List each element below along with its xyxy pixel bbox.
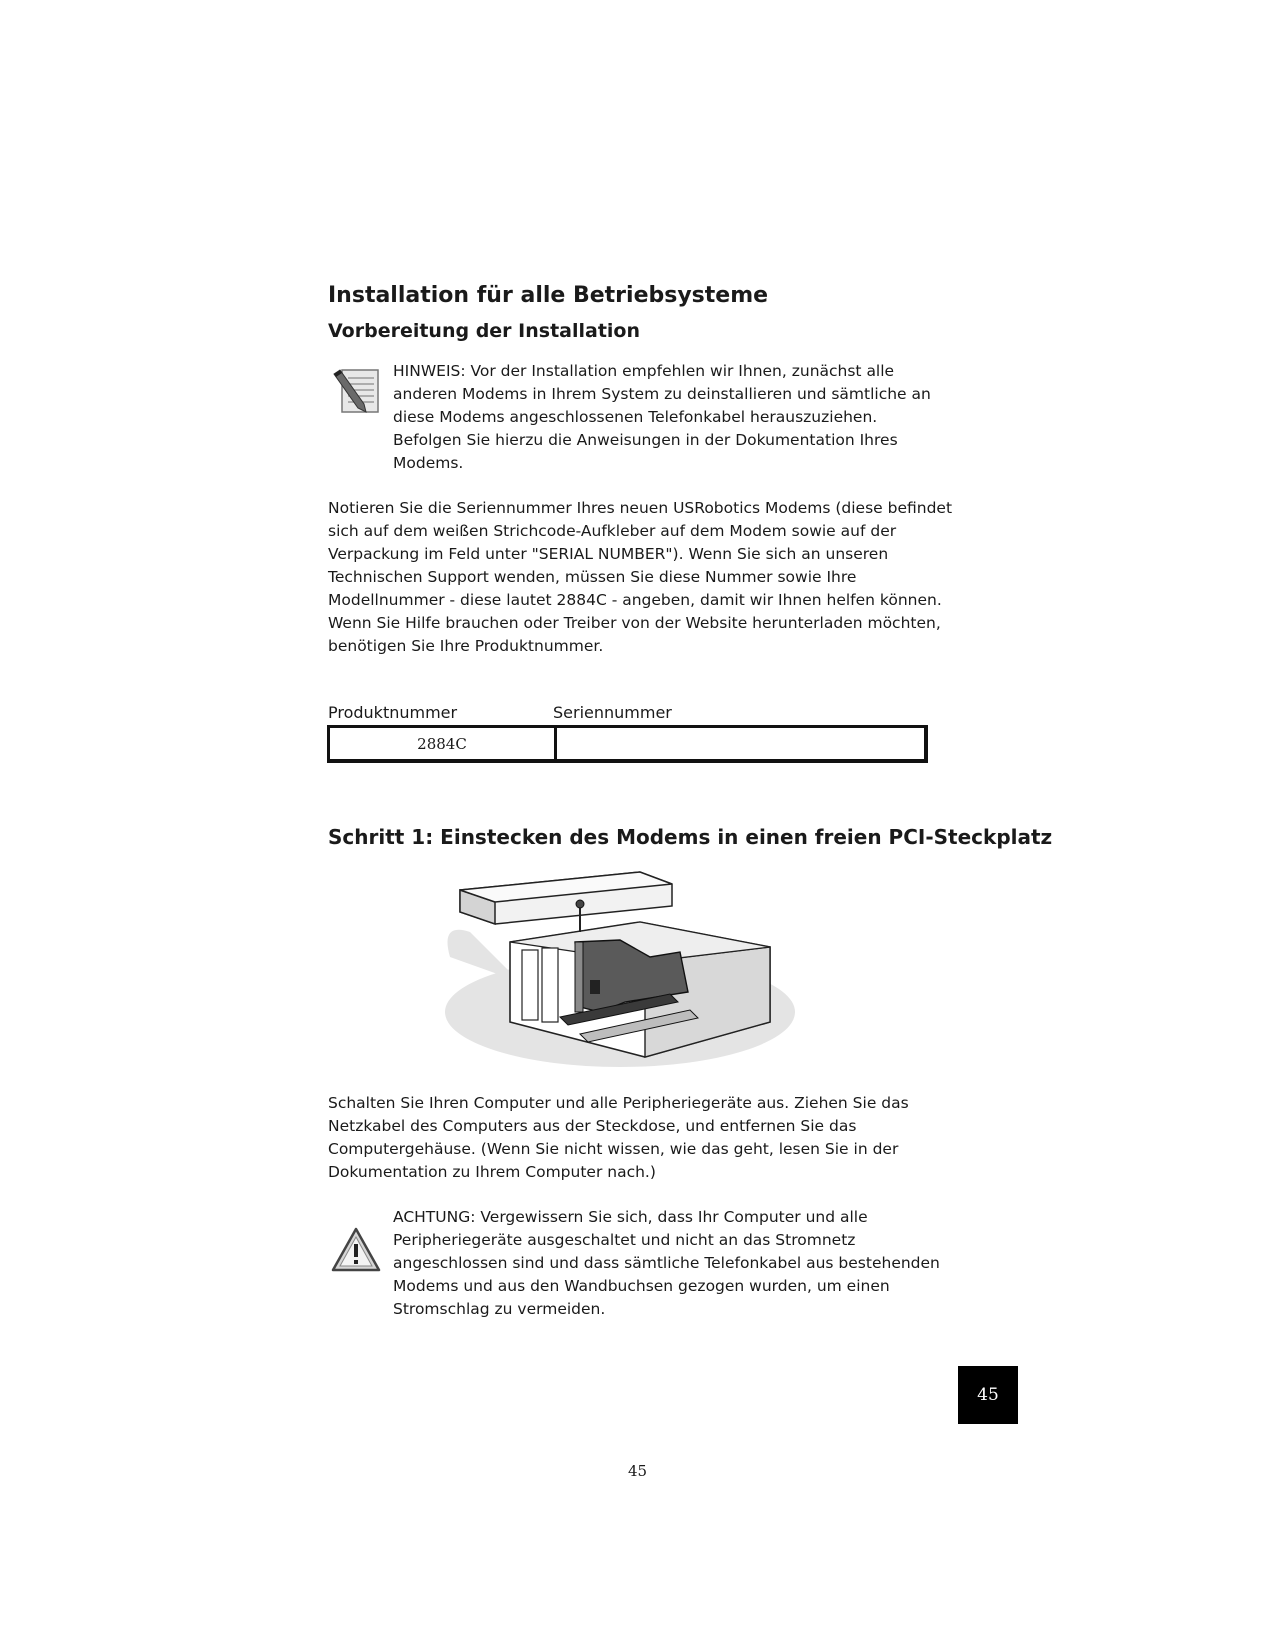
product-serial-table (327, 725, 928, 763)
serial-number-cell (557, 728, 924, 759)
intro-paragraph: Notieren Sie die Seriennummer Ihres neuen USRobotics Modems (diese befindet sich auf dem weißen Strichcode-Aufkleber auf dem Modem sowie auf der Verpackung im Feld unter "SERIAL NUMBER"). Wenn Sie sich an unseren Technischen Support wenden, müssen Sie diese Nummer sowie Ihre Modellnummer - diese lautet 2884C - angeben, damit wir Ihnen helfen können. Wenn Sie Hilfe brauchen oder Treiber von der Website herunterladen möchten, benötigen Sie Ihre Produktnummer. (328, 499, 953, 655)
warning-text: ACHTUNG: Vergewissern Sie sich, dass Ihr Computer und alle Peripheriegeräte ausgeschaltet und nicht an das Stromnetz angeschlossen sind und dass sämtliche Telefonkabel aus bestehenden Modems und aus den Wandbuchsen gezogen wurden, um einen Stromschlag zu vermeiden. (393, 1208, 940, 1318)
page-number: 45 (627, 1462, 648, 1480)
table-header-product-number: Produktnummer (328, 703, 458, 722)
page-title: Installation für alle Betriebsysteme (328, 283, 769, 308)
note-text: HINWEIS: Vor der Installation empfehlen wir Ihnen, zunächst alle anderen Modems in Ihrem System zu deinstallieren und sämtliche an diese Modems angeschlossenen Telefonkabel herauszuziehen. Befolgen Sie hierzu die Anweisungen in der Dokumentation Ihres Modems. (393, 362, 931, 472)
section-heading: Vorbereitung der Installation (328, 320, 640, 342)
step1-paragraph: Schalten Sie Ihren Computer und alle Peripheriegeräte aus. Ziehen Sie das Netzkabel des Computers aus der Steckdose, und entfernen Sie das Computergehäuse. (Wenn Sie nicht wissen, wie das geht, lesen Sie in der Dokumentation zu Ihrem Computer nach.) (328, 1094, 909, 1181)
warning-triangle-icon (330, 1226, 382, 1274)
product-number-cell: 2884C (330, 728, 557, 759)
pc-case-pci-card-illustration (440, 862, 800, 1077)
step1-heading: Schritt 1: Einstecken des Modems in einen freien PCI-Steckplatz (328, 825, 1053, 849)
page-tab: 45 (958, 1366, 1018, 1424)
note-pencil-icon (330, 368, 382, 416)
table-header-serial-number: Seriennummer (553, 703, 672, 722)
